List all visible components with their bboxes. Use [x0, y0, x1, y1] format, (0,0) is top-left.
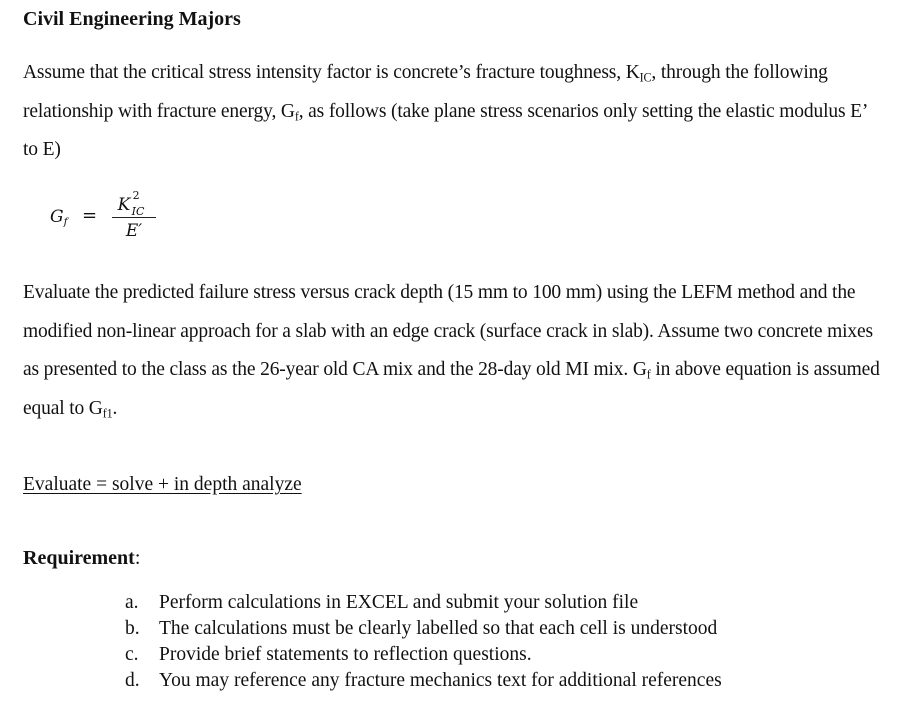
- k-subscript: IC: [639, 70, 652, 85]
- equals-sign: =: [82, 205, 98, 226]
- requirement-title-text: Requirement: [23, 547, 135, 569]
- equation-denominator: E′: [125, 221, 143, 241]
- evaluate-definition: Evaluate = solve + in depth analyze: [23, 474, 302, 495]
- section-heading: Civil Engineering Majors: [23, 8, 241, 30]
- equation-lhs: [50, 207, 68, 227]
- requirement-text: The calculations must be clearly labelled so that each cell is understood: [159, 618, 718, 639]
- requirement-marker: a.: [125, 592, 139, 613]
- requirement-item: [120, 668, 722, 694]
- requirement-item: [120, 616, 722, 642]
- numerator-k-group: [118, 190, 151, 220]
- intro-text-b: , through the following relationship with fracture energy, G: [23, 62, 828, 122]
- gf-subscript: f: [294, 108, 299, 123]
- evaluate-text-b: in above equation is assumed equal to G: [23, 359, 880, 419]
- numerator-exponent: 2: [132, 189, 140, 202]
- numerator-subscript: IC: [131, 205, 145, 218]
- intro-paragraph: [23, 54, 885, 170]
- requirement-marker: c.: [125, 644, 139, 665]
- requirement-text: You may reference any fracture mechanics text for additional references: [159, 670, 722, 691]
- requirement-item: [120, 642, 722, 668]
- intro-text-a: Assume that the critical stress intensity factor is concrete’s fracture toughness, K: [23, 62, 640, 83]
- requirement-marker: b.: [125, 618, 140, 639]
- requirement-text: Provide brief statements to reflection questions.: [159, 644, 532, 665]
- equation-fraction: [112, 190, 156, 242]
- evaluate-gf-subscript: f: [646, 367, 651, 382]
- requirement-marker: d.: [125, 670, 140, 691]
- equation-numerator: [112, 190, 156, 216]
- equation-lhs-symbol: G: [50, 207, 64, 227]
- numerator-symbol: K: [117, 195, 131, 215]
- requirement-item: [120, 590, 722, 616]
- requirement-list: [120, 590, 722, 694]
- evaluate-text-c: .: [112, 397, 118, 419]
- evaluate-paragraph: [23, 274, 885, 428]
- requirement-colon: :: [134, 547, 141, 569]
- requirement-text: Perform calculations in EXCEL and submit your solution file: [159, 592, 639, 613]
- equation-lhs-subscript: f: [63, 215, 68, 228]
- evaluate-text-a: Evaluate the predicted failure stress versus crack depth (15 mm to 100 mm) using the LEFM method and the modified non-linear approach for a slab with an edge crack (surface crack in slab). Assume two concrete mixes as presented to the class as the 26-year old CA mix and the 28-day old MI mix. G: [23, 282, 873, 380]
- intro-text-c: , as follows (take plane stress scenarios only setting the elastic modulus E’ to E): [23, 100, 867, 160]
- requirement-title: [23, 547, 140, 570]
- evaluate-gf1-subscript: f1: [102, 405, 113, 420]
